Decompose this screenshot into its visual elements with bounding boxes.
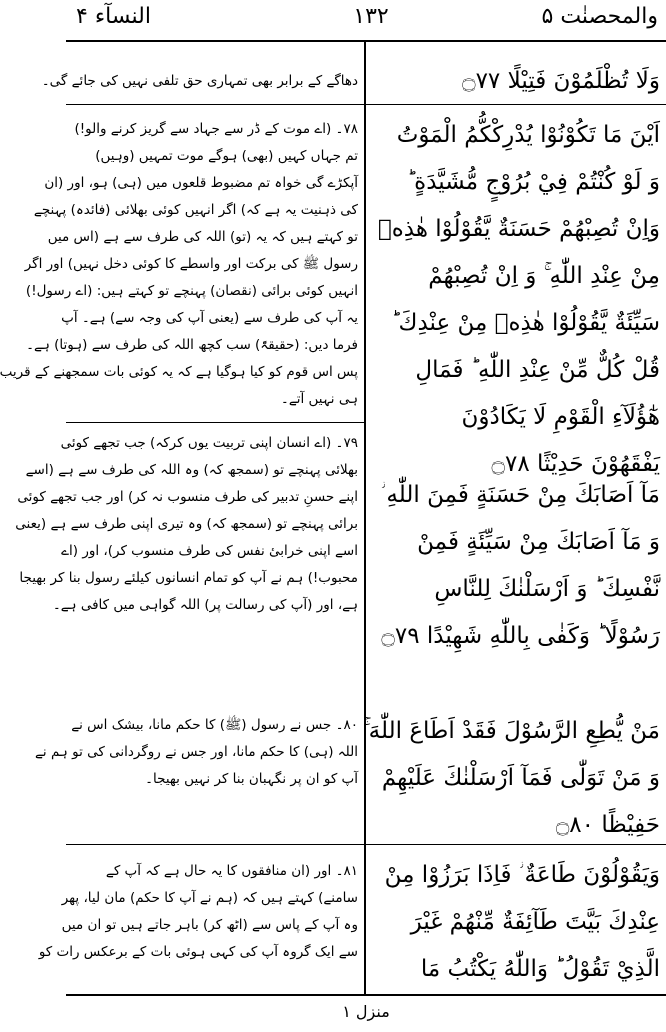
urdu-line: برائی پہنچے تو (سمجھ کہ) وہ تیری اپنی طرف سے ہے (یعنی: [15, 516, 358, 532]
arabic-line: قُلْ كُلٌّ مِّنْ عِنْدِ اللّٰهِ ؕ فَمَالِ: [415, 357, 660, 383]
urdu-block-79: [15, 430, 358, 619]
arabic-line: رَسُوْلًا ؕ وَكَفٰى بِاللّٰهِ شَهِيْدًا ۝۷۹: [381, 623, 660, 649]
arabic-line: الَّذِيْ تَقُوْلُ ؕ وَاللّٰهُ يَكْتُبُ مَا: [420, 956, 660, 982]
urdu-line: ۸۰۔ جس نے رسول (ﷺ) کا حکم مانا، بیشک اس نے: [71, 717, 358, 733]
block-divider: [66, 104, 364, 105]
arabic-line: نَّفْسِكَ ؕ وَ اَرْسَلْنٰكَ لِلنَّاسِ: [434, 576, 660, 602]
urdu-line: ہے، اور (آپ کی رسالت پر) اللہ گواہی میں کافی ہے۔: [52, 597, 358, 613]
arabic-line: هٰٓؤُلَآءِ الْقَوْمِ لَا يَكَادُوْنَ: [461, 404, 660, 430]
column-divider: [364, 42, 366, 994]
urdu-line: محبوب!) ہم نے آپ کو تمام انسانوں کیلئے رسول بنا کر بھیجا: [19, 570, 358, 586]
urdu-block-80: [34, 712, 358, 793]
urdu-line: پس اس قوم کو کیا ہوگیا ہے کہ یہ کوئی بات سمجھنے کے قریب: [0, 364, 358, 380]
urdu-line: آپ کو ان پر نگہبان بنا کر نہیں بھیجا۔: [145, 771, 358, 787]
urdu-line: تو کہتے ہیں کہ یہ (تو) اللہ کی طرف سے ہے (اس میں: [47, 229, 358, 245]
urdu-line: سامنے) کہتے ہیں کہ (ہم نے آپ کا حکم) مان لیا، پھر: [61, 890, 358, 906]
block-divider: [66, 422, 364, 423]
arabic-line: مِنْ عِنْدِ اللّٰهِ ۚ وَ اِنْ تُصِبْهُمْ: [428, 263, 660, 289]
arabic-line: وَ مَنْ تَوَلّٰى فَمَآ اَرْسَلْنٰكَ عَلَيْهِمْ: [381, 765, 660, 791]
surah-name: النسآء ۴: [76, 4, 151, 29]
page-header: [66, 0, 666, 42]
urdu-block-78: [0, 116, 358, 413]
urdu-line: رسول ﷺ کی برکت اور واسطے کا کوئی دخل نہیں) اور اگر: [24, 256, 358, 272]
urdu-line: وہ آپ کے پاس سے (اٹھ کر) باہر جاتے ہیں تو ان میں: [61, 917, 358, 933]
header-rule: [66, 40, 666, 42]
arabic-line: وَ مَآ اَصَابَكَ مِنْ سَيِّئَةٍ فَمِنْ: [417, 529, 660, 555]
urdu-line: تم جہاں کہیں (بھی) ہوگے موت تمہیں (وہیں): [95, 148, 358, 164]
urdu-line: سے ایک گروہ آپ کی کہی ہوئی بات کے برعکس رات کو: [38, 944, 358, 960]
arabic-line: حَفِيْظًا ۝۸۰: [555, 812, 660, 838]
urdu-line: بھلائی پہنچے تو (سمجھ کہ) وہ اللہ کی طرف سے ہے (اسے: [25, 462, 358, 478]
urdu-line: انہیں کوئی برائی (نقصان) پہنچے تو کہتے ہیں: (اے رسول!): [25, 283, 358, 299]
urdu-block-81: [38, 858, 358, 966]
arabic-line: اَيْنَ مَا تَكُوْنُوْا يُدْرِكْكُّمُ الْمَوْتُ: [396, 122, 660, 148]
arabic-line: وَيَقُوْلُوْنَ طَاعَةٌ ؗ فَاِذَا بَرَزُوْا مِنْ: [384, 862, 660, 888]
arabic-line: عِنْدِكَ بَيَّتَ طَآئِفَةٌ مِّنْهُمْ غَيْرَ: [410, 909, 660, 935]
arabic-block-81: [374, 852, 660, 993]
page-number: ۱۳۲: [353, 4, 389, 29]
urdu-line: فرما دیں: (حقیقۃً) سب کچھ اللہ کی طرف سے (ہوتا) ہے۔: [26, 337, 358, 353]
arabic-block-77: [374, 58, 660, 105]
arabic-block-80: [362, 708, 660, 849]
arabic-line: وَلَا تُظْلَمُوْنَ فَتِيْلًا ۝۷۷: [462, 68, 660, 94]
arabic-line: وَاِنْ تُصِبْهُمْ حَسَنَةٌ يَّقُوْلُوْا هٰذِهٖ: [377, 216, 660, 242]
arabic-line: مَنْ يُّطِعِ الرَّسُوْلَ فَقَدْ اَطَاعَ اللّٰهَ ۚ: [362, 718, 660, 744]
arabic-block-79: [374, 472, 660, 660]
manzil-footer: منزل ۱: [342, 1002, 390, 1021]
arabic-line: مَآ اَصَابَكَ مِنْ حَسَنَةٍ فَمِنَ اللّٰهِ ؗ: [380, 482, 660, 508]
arabic-line: سَيِّئَةٌ يَّقُوْلُوْا هٰذِهٖ مِنْ عِنْدِكَ ؕ: [391, 310, 660, 336]
arabic-line: يَفْقَهُوْنَ حَدِيْثًا ۝۷۸: [491, 451, 660, 477]
urdu-line: ۸۱۔ اور (ان منافقوں کا یہ حال ہے کہ آپ کے: [105, 863, 358, 879]
urdu-line: ہی نہیں آتے۔: [280, 391, 358, 407]
arabic-block-78: [374, 112, 660, 488]
urdu-line: اسے اپنی خرابیٔ نفس کی طرف منسوب کر)، اور (اے: [61, 543, 358, 559]
block-divider: [366, 104, 666, 105]
footer-rule: [66, 994, 666, 996]
urdu-line: یہ آپ کی طرف سے (یعنی آپ کی وجہ سے) ہے۔ آپ: [61, 310, 358, 326]
urdu-block-77: [41, 68, 358, 95]
juz-name: والمحصنٰت ۵: [541, 4, 658, 29]
urdu-line: دھاگے کے برابر بھی تمہاری حق تلفی نہیں کی جائے گی۔: [41, 73, 358, 89]
urdu-line: اپنے حسنِ تدبیر کی طرف منسوب نہ کر) اور جب تجھے کوئی: [17, 489, 358, 505]
urdu-line: اللہ (ہی) کا حکم مانا، اور جس نے روگردانی کی تو ہم نے: [34, 744, 358, 760]
arabic-line: وَ لَوْ كُنْتُمْ فِيْ بُرُوْجٍ مُّشَيَّدَةٍ ؕ: [406, 169, 660, 195]
block-divider: [66, 844, 666, 845]
urdu-line: ۷۸۔ (اے موت کے ڈر سے جہاد سے گریز کرنے والو!): [74, 121, 358, 137]
urdu-line: ۷۹۔ (اے انسان اپنی تربیت یوں کرکہ) جب تجھے کوئی: [60, 435, 358, 451]
urdu-line: آپکڑے گی خواہ تم مضبوط قلعوں میں (ہی) ہو، اور (ان: [44, 175, 358, 191]
urdu-line: کی ذہنیت یہ ہے کہ) اگر انہیں کوئی بھلائی (فائدہ) پہنچے: [33, 202, 358, 218]
